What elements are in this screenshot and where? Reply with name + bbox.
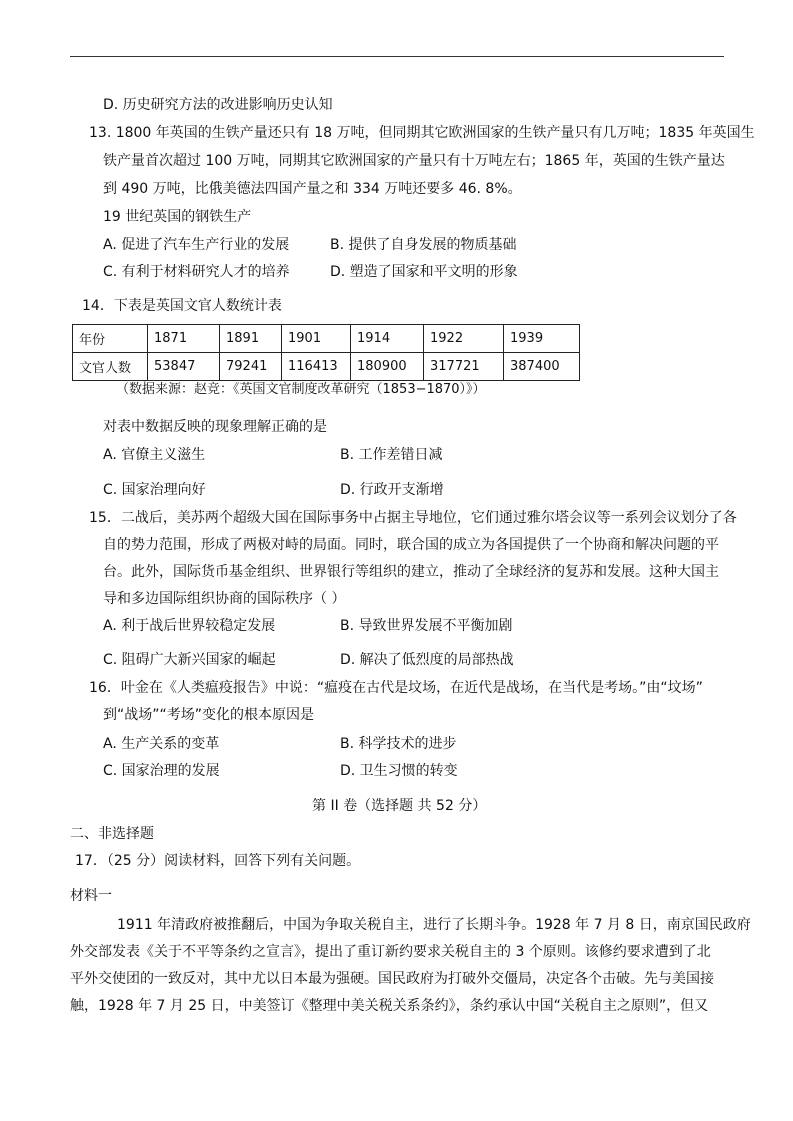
material-text-line: 1911 年清政府被推翻后，中国为争取关税自主，进行了长期斗争。1928 年 7 月 8 日，南京国民政府: [117, 917, 751, 933]
header-rule: [70, 56, 724, 57]
q16-option-b: B. 科学技术的进步: [340, 736, 457, 752]
q12-option-d: D. 历史研究方法的改进影响历史认知: [103, 97, 333, 113]
q16-text-line: 到“战场”“考场”变化的根本原因是: [103, 707, 315, 723]
table-cell: 116413: [282, 353, 351, 381]
q14-title: 14．下表是英国文官人数统计表: [82, 298, 282, 314]
part2-heading: 第 II 卷（选择题 共 52 分）: [312, 798, 487, 814]
q13-text-line: 铁产量首次超过 100 万吨，同期其它欧洲国家的产量只有十万吨左右；1865 年，英国的生铁产量达: [103, 153, 725, 169]
q13-option-d: D. 塑造了国家和平文明的形象: [330, 264, 518, 280]
table-cell: 1891: [220, 325, 282, 353]
table-cell: 79241: [220, 353, 282, 381]
q16-option-d: D. 卫生习惯的转变: [340, 763, 458, 779]
q14-option-c: C. 国家治理向好: [103, 482, 206, 498]
q13-text-line: 13. 1800 年英国的生铁产量还只有 18 万吨，但同期其它欧洲国家的生铁产量只有几万吨；1835 年英国生: [89, 125, 755, 141]
q15-text-line: 台。此外，国际货币基金组织、世界银行等组织的建立，推动了全球经济的复苏和发展。这种大国主: [103, 564, 719, 580]
q13-text-line: 到 490 万吨，比俄美德法四国产量之和 334 万吨还要多 46. 8%。: [103, 181, 522, 197]
q13-stem: 19 世纪英国的钢铁生产: [103, 209, 252, 225]
table-cell: 53847: [148, 353, 220, 381]
q15-text-line: 导和多边国际组织协商的国际秩序（ ）: [103, 591, 346, 607]
q15-option-a: A. 利于战后世界较稳定发展: [103, 618, 276, 634]
table-row: [73, 353, 580, 381]
material-text-line: 外交部发表《关于不平等条约之宣言》，提出了重订新约要求关税自主的 3 个原则。该修约要求遭到了北: [70, 944, 711, 960]
q13-option-a: A. 促进了汽车生产行业的发展: [103, 237, 290, 253]
q14-option-a: A. 官僚主义滋生: [103, 447, 206, 463]
table-cell: 1871: [148, 325, 220, 353]
q16-text-line: 16．叶金在《人类瘟疫报告》中说：“瘟疫在古代是坟场，在近代是战场，在当代是考场。”由“坟场”: [89, 680, 703, 696]
section-heading: 二、非选择题: [70, 826, 154, 842]
table-cell: 180900: [351, 353, 424, 381]
material-label: 材料一: [70, 888, 112, 904]
material-text-line: 触，1928 年 7 月 25 日，中美签订《整理中美关税关系条约》，条约承认中国“关税自主之原则”，但又: [70, 998, 709, 1014]
q14-option-b: B. 工作差错日减: [340, 447, 443, 463]
q16-option-c: C. 国家治理的发展: [103, 763, 220, 779]
table-cell: 1939: [504, 325, 580, 353]
table-cell: 年份: [73, 325, 148, 353]
q16-option-a: A. 生产关系的变革: [103, 736, 220, 752]
table-row: [73, 325, 580, 353]
q15-option-b: B. 导致世界发展不平衡加剧: [340, 618, 513, 634]
q14-stem: 对表中数据反映的现象理解正确的是: [103, 419, 327, 435]
material-text-line: 平外交使团的一致反对，其中尤以日本最为强硬。国民政府为打破外交僵局，决定各个击破。先与美国接: [70, 971, 714, 987]
q15-option-d: D. 解决了低烈度的局部热战: [340, 652, 514, 668]
table-cell: 1901: [282, 325, 351, 353]
q17-title: 17．（25 分）阅读材料，回答下列有关问题。: [75, 853, 361, 869]
q14-source: （数据来源：赵竞：《英国文官制度改革研究（1853−1870）》）: [116, 382, 486, 397]
table-cell: 317721: [424, 353, 504, 381]
table-cell: 文官人数: [73, 353, 148, 381]
q15-text-line: 自的势力范围，形成了两极对峙的局面。同时，联合国的成立为各国提供了一个协商和解决问题的平: [103, 537, 719, 553]
civil-servant-table: [72, 324, 580, 381]
q13-option-c: C. 有利于材料研究人才的培养: [103, 264, 290, 280]
q15-text-line: 15．二战后，美苏两个超级大国在国际事务中占据主导地位，它们通过雅尔塔会议等一系列会议划分了各: [89, 510, 737, 526]
table-cell: 1914: [351, 325, 424, 353]
q13-option-b: B. 提供了自身发展的物质基础: [330, 237, 517, 253]
table-cell: 387400: [504, 353, 580, 381]
table-cell: 1922: [424, 325, 504, 353]
q14-option-d: D. 行政开支渐增: [340, 482, 444, 498]
q15-option-c: C. 阻碍广大新兴国家的崛起: [103, 652, 276, 668]
